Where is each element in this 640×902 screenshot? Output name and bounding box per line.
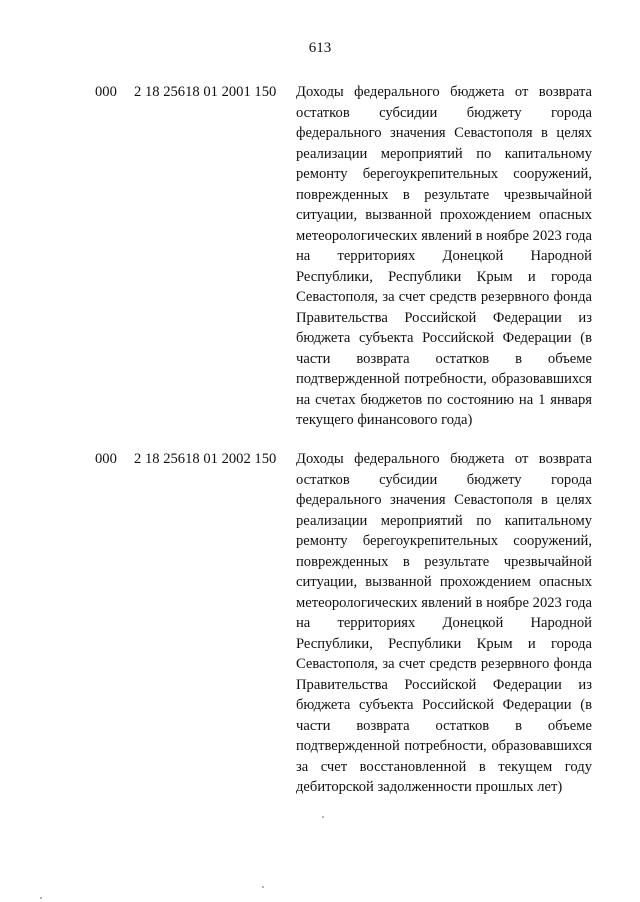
scan-speck: [40, 897, 42, 899]
admin-code: 000: [95, 451, 117, 467]
page-number: 613: [308, 40, 332, 56]
classification-code: 2 18 25618 01 2002 150: [134, 451, 277, 467]
entry-description: Доходы федерального бюджета от возврата остатков субсидии бюджету города федерального значения Севастополя в целях реализации мероприятий по капитальному ремонту берегоукрепительных сооружений, поврежденных в результате чрезвычайной ситуации, вызванной прохождением опасных метеорологических явлений в ноябре 2023 года на территориях Донецкой Народной Республики, Республики Крым и города Севастополя, за счет средств резервного фонда Правительства Российской Федерации из бюджета субъекта Российской Федерации (в части возврата остатков в объеме подтвержденной потребности, образовавшихся на счетах бюджетов по состоянию на 1 января текущего финансового года): [296, 84, 592, 428]
admin-code: 000: [95, 84, 117, 100]
scan-speck: [322, 816, 324, 818]
scan-speck: [262, 886, 264, 888]
entry-description: Доходы федерального бюджета от возврата остатков субсидии бюджету города федерального значения Севастополя в целях реализации мероприятий по капитальному ремонту берегоукрепительных сооружений, поврежденных в результате чрезвычайной ситуации, вызванной прохождением опасных метеорологических явлений в ноябре 2023 года на территориях Донецкой Народной Республики, Республики Крым и города Севастополя, за счет средств резервного фонда Правительства Российской Федерации из бюджета субъекта Российской Федерации (в части возврата остатков в объеме подтвержденной потребности, образовавшихся за счет восстановленной в текущем году дебиторской задолженности прошлых лет): [296, 451, 592, 795]
classification-code: 2 18 25618 01 2001 150: [134, 84, 277, 100]
